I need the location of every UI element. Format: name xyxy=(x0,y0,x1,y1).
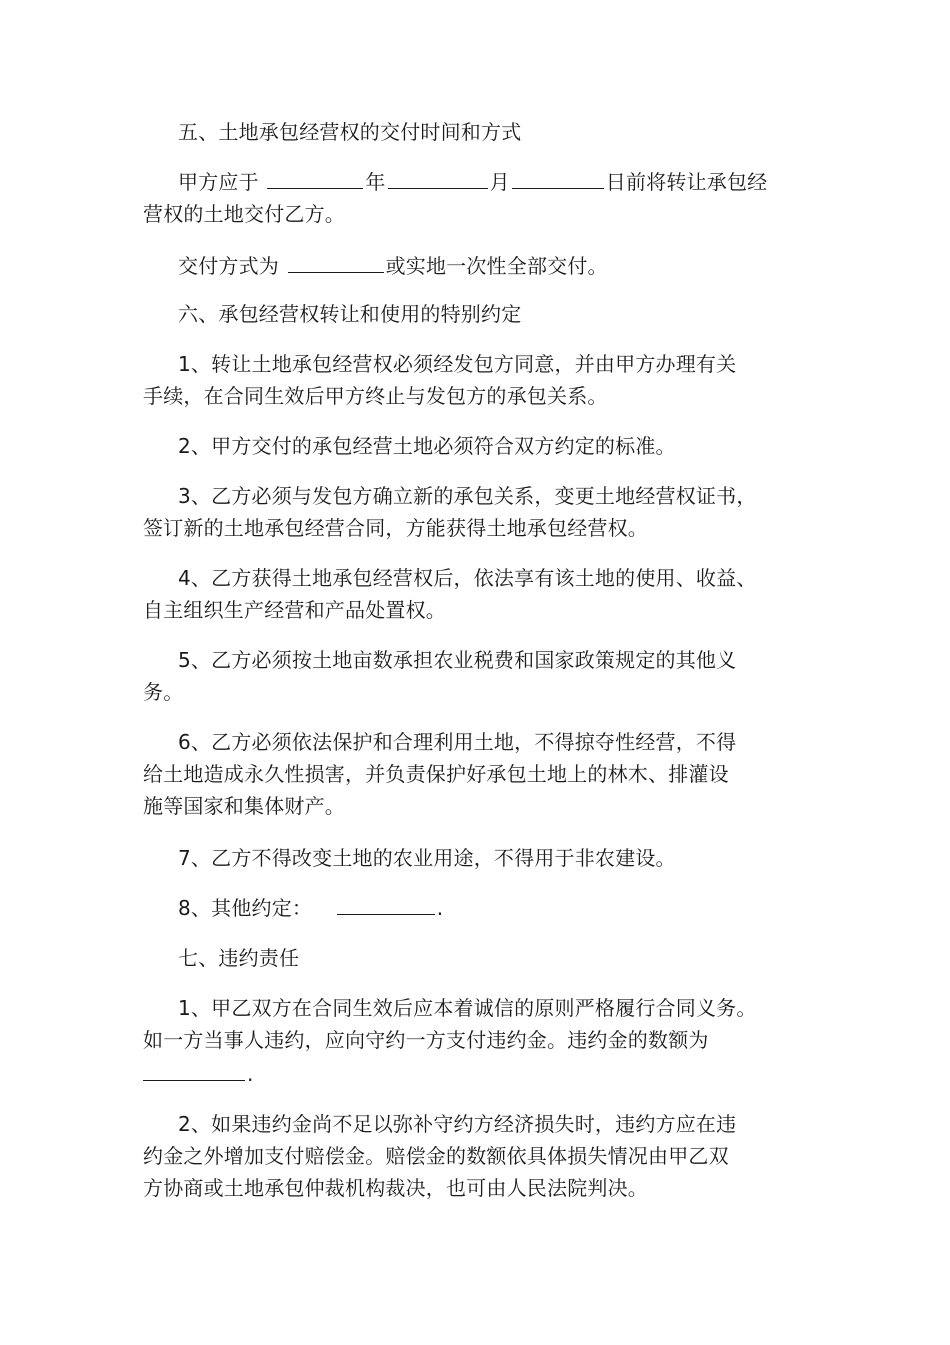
year-blank xyxy=(267,168,363,189)
clause-6-5: 5、乙方必须按土地亩数承担农业税费和国家政策规定的其他义 xyxy=(178,648,737,672)
clause-7-1-cont2: . xyxy=(143,1060,254,1088)
clause-6-1-cont: 手续，在合同生效后甲方终止与发包方的承包关系。 xyxy=(143,384,608,408)
clause-6-2: 2、甲方交付的承包经营土地必须符合双方约定的标准。 xyxy=(178,434,676,458)
section-6-title: 六、承包经营权转让和使用的特别约定 xyxy=(178,302,522,326)
clause-6-8: 8、其他约定： . xyxy=(178,896,444,920)
clause-6-4-cont: 自主组织生产经营和产品处置权。 xyxy=(143,598,446,622)
month-blank xyxy=(388,168,488,189)
delivery-date-line-cont: 营权的土地交付乙方。 xyxy=(143,202,345,226)
clause-7-1-cont: 如一方当事人违约，应向守约一方支付违约金。违约金的数额为 xyxy=(143,1028,709,1052)
section-5-title: 五、土地承包经营权的交付时间和方式 xyxy=(178,120,522,144)
clause-7-2: 2、如果违约金尚不足以弥补守约方经济损失时，违约方应在违 xyxy=(178,1112,737,1136)
clause-6-5-cont: 务。 xyxy=(143,680,184,704)
day-blank xyxy=(512,168,604,189)
section-7-title: 七、违约责任 xyxy=(178,946,300,970)
clause-6-6-cont1: 给土地造成永久性损害，并负责保护好承包土地上的林木、排灌设 xyxy=(143,762,729,786)
clause-6-4: 4、乙方获得土地承包经营权后，依法享有该土地的使用、收益、 xyxy=(178,566,757,590)
clause-7-2-cont1: 约金之外增加支付赔偿金。赔偿金的数额依具体损失情况由甲乙双 xyxy=(143,1144,729,1168)
delivery-date-line: 甲方应于 年 月 日前将转让承包经 xyxy=(178,170,768,194)
clause-6-6: 6、乙方必须依法保护和合理利用土地，不得掠夺性经营，不得 xyxy=(178,730,737,754)
clause-7-1: 1、甲乙双方在合同生效后应本着诚信的原则严格履行合同义务。 xyxy=(178,996,757,1020)
clause-6-3: 3、乙方必须与发包方确立新的承包关系，变更土地经营权证书， xyxy=(178,484,757,508)
clause-6-3-cont: 签订新的土地承包经营合同，方能获得土地承包经营权。 xyxy=(143,516,648,540)
penalty-amount-blank xyxy=(143,1060,245,1081)
clause-6-6-cont2: 施等国家和集体财产。 xyxy=(143,794,345,818)
clause-6-7: 7、乙方不得改变土地的农业用途，不得用于非农建设。 xyxy=(178,846,676,870)
delivery-method-line: 交付方式为 或实地一次性全部交付。 xyxy=(178,254,608,278)
clause-6-1: 1、转让土地承包经营权必须经发包方同意，并由甲方办理有关 xyxy=(178,352,737,376)
clause-7-2-cont2: 方协商或土地承包仲裁机构裁决，也可由人民法院判决。 xyxy=(143,1176,648,1200)
other-terms-blank xyxy=(337,894,435,915)
method-blank xyxy=(288,252,384,273)
